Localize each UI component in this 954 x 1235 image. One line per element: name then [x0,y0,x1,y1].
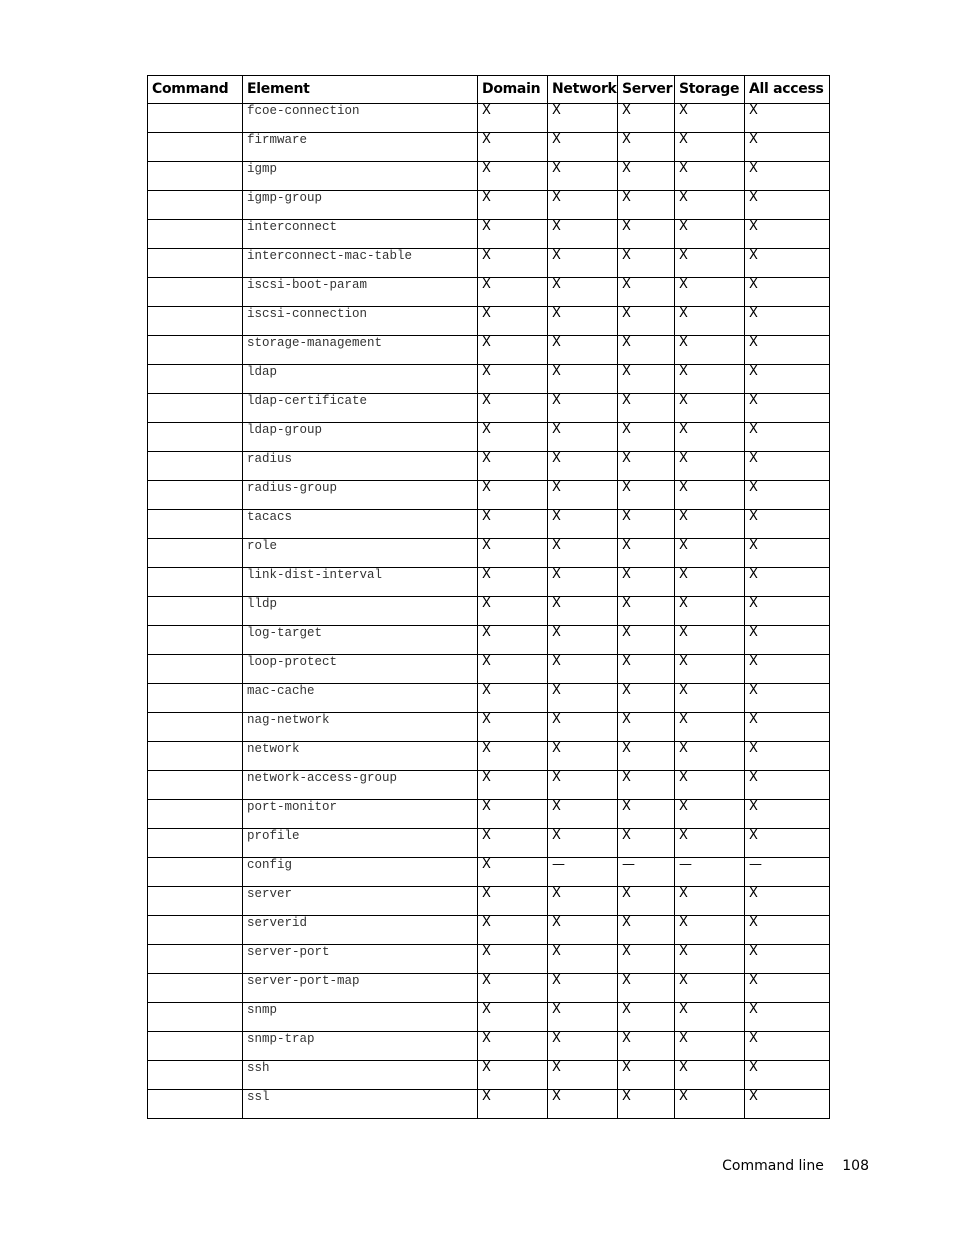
access-mark-server: X [618,597,675,626]
element-cell: role [243,539,478,568]
table-row [148,452,830,481]
table-row [148,191,830,220]
access-mark-domain: X [478,423,548,452]
element-cell: tacacs [243,510,478,539]
access-mark-server: X [618,278,675,307]
access-mark-all-access: X [745,800,830,829]
access-mark-server: X [618,1061,675,1090]
access-mark-storage: X [675,394,745,423]
access-mark-storage: X [675,336,745,365]
element-cell: iscsi-connection [243,307,478,336]
access-mark-all-access: X [745,249,830,278]
command-cell [148,220,243,249]
access-mark-server: X [618,655,675,684]
element-cell: radius [243,452,478,481]
access-mark-domain: X [478,104,548,133]
access-mark-server: X [618,162,675,191]
access-mark-network: X [548,510,618,539]
element-cell: interconnect [243,220,478,249]
element-cell: server-port-map [243,974,478,1003]
access-mark-network: X [548,539,618,568]
table-row [148,829,830,858]
column-header-domain: Domain [478,76,548,104]
access-mark-domain: X [478,1032,548,1061]
table-row [148,394,830,423]
access-mark-storage: X [675,510,745,539]
table-row [148,742,830,771]
access-mark-all-access: X [745,1003,830,1032]
access-mark-server: X [618,133,675,162]
access-mark-storage: X [675,742,745,771]
command-cell [148,307,243,336]
element-cell: firmware [243,133,478,162]
access-mark-all-access: X [745,568,830,597]
command-cell [148,423,243,452]
command-cell [148,249,243,278]
table-row [148,365,830,394]
access-mark-all-access: X [745,104,830,133]
access-mark-storage: X [675,713,745,742]
access-mark-network: X [548,220,618,249]
access-mark-domain: X [478,1061,548,1090]
access-mark-storage: X [675,133,745,162]
access-mark-storage: X [675,945,745,974]
access-mark-server: X [618,771,675,800]
access-mark-storage: X [675,220,745,249]
element-cell: ldap [243,365,478,394]
access-mark-domain: X [478,800,548,829]
access-mark-domain: X [478,510,548,539]
access-mark-network: X [548,1032,618,1061]
access-mark-network: X [548,133,618,162]
access-mark-storage: X [675,162,745,191]
command-cell [148,887,243,916]
command-cell [148,162,243,191]
element-cell: nag-network [243,713,478,742]
access-mark-server: X [618,394,675,423]
command-cell [148,452,243,481]
access-mark-storage: X [675,771,745,800]
access-mark-domain: X [478,481,548,510]
table-row [148,249,830,278]
command-cell [148,104,243,133]
element-cell: log-target [243,626,478,655]
table-row [148,1032,830,1061]
access-mark-storage: X [675,307,745,336]
page-number: 108 [842,1158,869,1174]
command-cell [148,133,243,162]
table-row [148,655,830,684]
access-mark-server: X [618,974,675,1003]
access-mark-all-access: X [745,452,830,481]
access-mark-all-access: X [745,394,830,423]
access-mark-network: X [548,1061,618,1090]
command-cell [148,655,243,684]
access-mark-all-access: X [745,220,830,249]
command-cell [148,336,243,365]
access-mark-server: X [618,1003,675,1032]
access-mark-all-access: X [745,742,830,771]
access-mark-network: X [548,887,618,916]
command-cell [148,1032,243,1061]
access-mark-all-access: X [745,945,830,974]
access-mark-storage: X [675,829,745,858]
access-mark-all-access: X [745,191,830,220]
access-mark-all-access: X [745,597,830,626]
access-mark-storage: X [675,597,745,626]
command-cell [148,510,243,539]
access-mark-network: X [548,655,618,684]
command-cell [148,684,243,713]
access-mark-all-access: X [745,916,830,945]
access-mark-storage: X [675,423,745,452]
table-row [148,887,830,916]
access-mark-network: X [548,249,618,278]
access-mark-storage: X [675,452,745,481]
access-mark-domain: X [478,829,548,858]
access-mark-network: X [548,684,618,713]
access-mark-all-access: X [745,133,830,162]
element-cell: profile [243,829,478,858]
access-mark-domain: X [478,597,548,626]
element-cell: serverid [243,916,478,945]
access-mark-network: X [548,394,618,423]
element-cell: ssh [243,1061,478,1090]
access-mark-network: — [548,858,618,887]
access-mark-server: X [618,307,675,336]
access-mark-network: X [548,945,618,974]
element-cell: snmp-trap [243,1032,478,1061]
table-row [148,626,830,655]
table-row [148,104,830,133]
access-mark-domain: X [478,539,548,568]
access-mark-domain: X [478,162,548,191]
access-mark-network: X [548,974,618,1003]
access-mark-all-access: X [745,278,830,307]
table-row [148,684,830,713]
access-mark-all-access: X [745,510,830,539]
access-mark-server: X [618,452,675,481]
access-mark-domain: X [478,684,548,713]
access-mark-server: X [618,945,675,974]
access-mark-network: X [548,307,618,336]
command-cell [148,1061,243,1090]
access-mark-domain: X [478,220,548,249]
access-mark-server: X [618,191,675,220]
access-mark-network: X [548,1090,618,1119]
access-mark-server: X [618,829,675,858]
access-mark-storage: X [675,1090,745,1119]
access-mark-server: X [618,568,675,597]
access-mark-all-access: X [745,974,830,1003]
access-mark-storage: X [675,365,745,394]
table-row [148,858,830,887]
table-row [148,568,830,597]
access-mark-network: X [548,771,618,800]
element-cell: ldap-certificate [243,394,478,423]
access-mark-network: X [548,829,618,858]
command-cell [148,481,243,510]
element-cell: interconnect-mac-table [243,249,478,278]
access-mark-domain: X [478,713,548,742]
access-mark-storage: X [675,539,745,568]
table-row [148,307,830,336]
command-cell [148,800,243,829]
access-mark-server: X [618,1032,675,1061]
access-mark-domain: X [478,887,548,916]
access-mark-all-access: X [745,336,830,365]
access-mark-storage: X [675,800,745,829]
column-header-element: Element [243,76,478,104]
table-row [148,916,830,945]
page-footer [722,1158,869,1174]
table-row [148,510,830,539]
command-cell [148,626,243,655]
access-mark-server: — [618,858,675,887]
permissions-table [147,75,830,1119]
access-mark-domain: X [478,771,548,800]
access-mark-all-access: X [745,771,830,800]
table-row [148,713,830,742]
access-mark-domain: X [478,568,548,597]
access-mark-server: X [618,800,675,829]
element-cell: config [243,858,478,887]
command-cell [148,597,243,626]
access-mark-domain: X [478,916,548,945]
command-cell [148,858,243,887]
table-row [148,162,830,191]
header-row [148,76,830,104]
access-mark-server: X [618,887,675,916]
access-mark-network: X [548,423,618,452]
access-mark-domain: X [478,655,548,684]
access-mark-storage: X [675,1003,745,1032]
access-mark-domain: X [478,307,548,336]
access-mark-server: X [618,336,675,365]
element-cell: ldap-group [243,423,478,452]
access-mark-domain: X [478,742,548,771]
access-mark-network: X [548,365,618,394]
access-mark-all-access: X [745,1061,830,1090]
access-mark-all-access: X [745,162,830,191]
access-mark-storage: X [675,481,745,510]
access-mark-domain: X [478,626,548,655]
access-mark-domain: X [478,452,548,481]
access-mark-domain: X [478,278,548,307]
access-mark-all-access: X [745,365,830,394]
access-mark-all-access: X [745,626,830,655]
element-cell: server-port [243,945,478,974]
element-cell: ssl [243,1090,478,1119]
element-cell: mac-cache [243,684,478,713]
element-cell: igmp-group [243,191,478,220]
access-mark-server: X [618,423,675,452]
access-mark-all-access: X [745,655,830,684]
table-header [148,76,830,104]
access-mark-domain: X [478,249,548,278]
access-mark-network: X [548,481,618,510]
element-cell: radius-group [243,481,478,510]
command-cell [148,1090,243,1119]
table-row [148,771,830,800]
command-cell [148,771,243,800]
table-row [148,1003,830,1032]
command-cell [148,278,243,307]
access-mark-network: X [548,191,618,220]
access-mark-storage: X [675,568,745,597]
element-cell: loop-protect [243,655,478,684]
access-mark-storage: X [675,1032,745,1061]
access-mark-network: X [548,713,618,742]
access-mark-network: X [548,626,618,655]
element-cell: igmp [243,162,478,191]
access-mark-network: X [548,568,618,597]
command-cell [148,1003,243,1032]
access-mark-storage: X [675,887,745,916]
access-mark-all-access: X [745,713,830,742]
access-mark-all-access: — [745,858,830,887]
access-mark-all-access: X [745,1032,830,1061]
access-mark-storage: X [675,626,745,655]
access-mark-domain: X [478,974,548,1003]
access-mark-network: X [548,742,618,771]
access-mark-server: X [618,1090,675,1119]
element-cell: storage-management [243,336,478,365]
table-row [148,481,830,510]
command-cell [148,974,243,1003]
table-row [148,945,830,974]
access-mark-domain: X [478,1003,548,1032]
access-mark-network: X [548,800,618,829]
access-mark-domain: X [478,1090,548,1119]
access-mark-all-access: X [745,307,830,336]
command-cell [148,365,243,394]
access-mark-network: X [548,597,618,626]
access-mark-network: X [548,916,618,945]
command-cell [148,191,243,220]
access-mark-all-access: X [745,887,830,916]
access-mark-domain: X [478,945,548,974]
table-row [148,1090,830,1119]
access-mark-domain: X [478,133,548,162]
command-cell [148,829,243,858]
element-cell: network [243,742,478,771]
access-mark-storage: X [675,1061,745,1090]
element-cell: network-access-group [243,771,478,800]
access-mark-storage: X [675,278,745,307]
column-header-storage: Storage [675,76,745,104]
element-cell: port-monitor [243,800,478,829]
access-mark-server: X [618,510,675,539]
access-mark-storage: X [675,655,745,684]
access-mark-storage: — [675,858,745,887]
column-header-server: Server [618,76,675,104]
table-row [148,974,830,1003]
access-mark-server: X [618,104,675,133]
access-mark-all-access: X [745,539,830,568]
access-mark-network: X [548,1003,618,1032]
element-cell: snmp [243,1003,478,1032]
table-row [148,423,830,452]
access-mark-server: X [618,742,675,771]
table-row [148,800,830,829]
table-row [148,597,830,626]
access-mark-network: X [548,336,618,365]
access-mark-server: X [618,220,675,249]
command-cell [148,945,243,974]
command-cell [148,394,243,423]
access-mark-storage: X [675,684,745,713]
table-row [148,1061,830,1090]
access-mark-storage: X [675,249,745,278]
column-header-network: Network [548,76,618,104]
command-cell [148,742,243,771]
table-row [148,336,830,365]
access-mark-all-access: X [745,1090,830,1119]
column-header-all-access: All access [745,76,830,104]
access-mark-network: X [548,278,618,307]
access-mark-server: X [618,713,675,742]
access-mark-server: X [618,539,675,568]
table-body [148,104,830,1119]
footer-section-title: Command line [722,1158,824,1174]
access-mark-all-access: X [745,423,830,452]
element-cell: iscsi-boot-param [243,278,478,307]
access-mark-server: X [618,481,675,510]
column-header-command: Command [148,76,243,104]
access-mark-domain: X [478,336,548,365]
access-mark-storage: X [675,916,745,945]
access-mark-server: X [618,626,675,655]
element-cell: link-dist-interval [243,568,478,597]
access-mark-domain: X [478,858,548,887]
access-mark-network: X [548,162,618,191]
command-cell [148,713,243,742]
access-mark-all-access: X [745,481,830,510]
access-mark-storage: X [675,974,745,1003]
access-mark-network: X [548,104,618,133]
command-cell [148,539,243,568]
access-mark-server: X [618,684,675,713]
element-cell: lldp [243,597,478,626]
access-mark-domain: X [478,394,548,423]
access-mark-storage: X [675,104,745,133]
command-cell [148,916,243,945]
element-cell: server [243,887,478,916]
access-mark-server: X [618,916,675,945]
table-row [148,220,830,249]
table-row [148,133,830,162]
access-mark-server: X [618,365,675,394]
access-mark-server: X [618,249,675,278]
command-cell [148,568,243,597]
access-mark-storage: X [675,191,745,220]
table-row [148,539,830,568]
table-row [148,278,830,307]
access-mark-domain: X [478,191,548,220]
access-mark-domain: X [478,365,548,394]
access-mark-all-access: X [745,684,830,713]
access-mark-network: X [548,452,618,481]
element-cell: fcoe-connection [243,104,478,133]
access-mark-all-access: X [745,829,830,858]
